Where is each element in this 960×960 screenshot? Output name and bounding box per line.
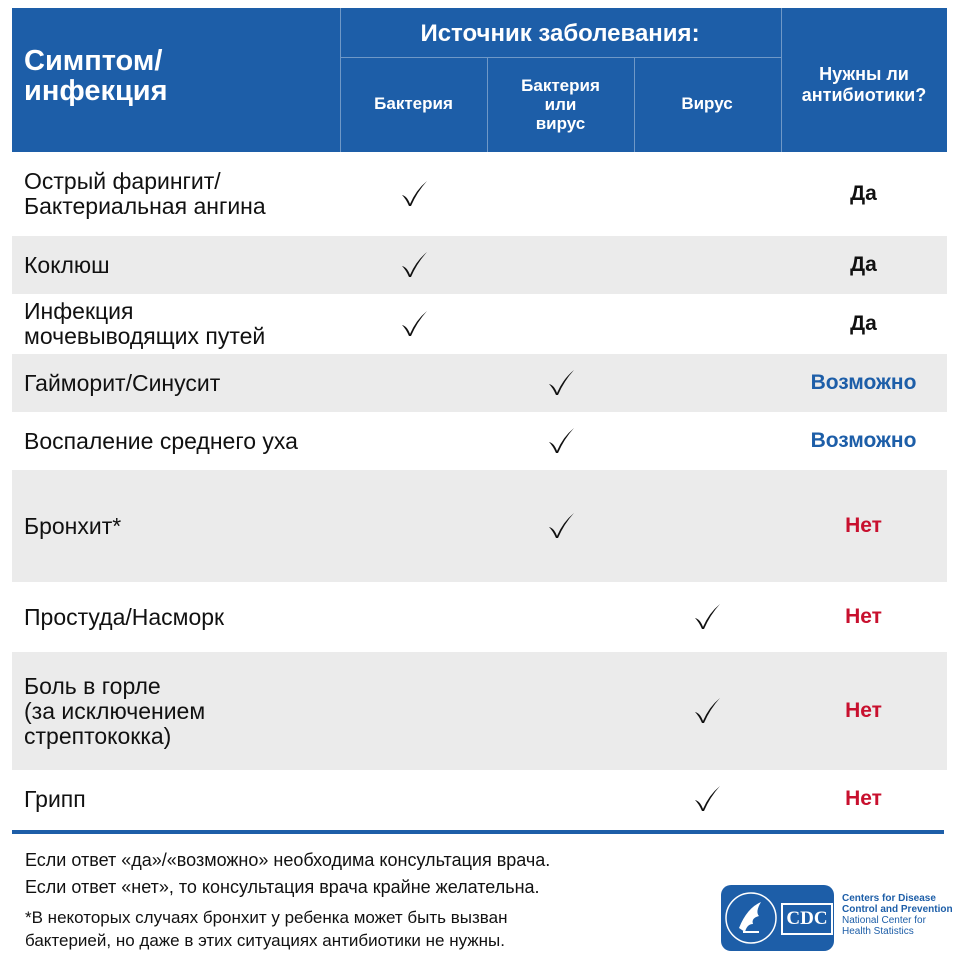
header-divider [487,58,488,152]
header-col-virus: Вирус [681,94,733,113]
header-divider [781,8,782,152]
symptom-label: Инфекция мочевыводящих путей [24,298,266,349]
table-row [12,470,947,582]
header-divider [634,58,635,152]
table-row [12,652,947,770]
antibiotics-answer: Нет [845,787,882,810]
checkmark-icon [546,426,576,456]
antibiotics-answer: Нет [845,514,882,537]
cdc-org-name: Centers for Disease Control and Prevention National Center for Health Statistics [842,893,953,937]
header-divider [340,8,341,152]
footer-line-2: Если ответ «нет», то консультация врача крайне желательна. [25,877,540,897]
eagle-icon [725,888,777,948]
table-row [12,152,947,236]
table-row [12,236,947,294]
table-row [12,294,947,354]
antibiotics-answer: Да [850,182,877,205]
table-row [12,770,947,828]
cdc-logo [721,885,834,951]
antibiotics-answer: Да [850,253,877,276]
antibiotics-answer: Возможно [810,429,917,452]
table-row [12,354,947,412]
footer-divider [12,830,944,834]
table-row [12,582,947,652]
header-divider [340,57,781,58]
table-row [12,412,947,470]
symptom-label: Коклюш [24,251,110,278]
symptom-label: Грипп [24,785,86,812]
symptom-label: Острый фарингит/ Бактериальная ангина [24,168,266,219]
symptom-label: Воспаление среднего уха [24,427,298,454]
header-symptom-title: Симптом/ инфекция [24,45,168,107]
cdc-badge-text: CDC [781,903,833,935]
symptom-label: Боль в горле (за исключением стрептококка) [24,672,206,749]
footnote: *В некоторых случаях бронхит у ребенка может быть вызван бактерией, но даже в этих ситуациях антибиотики не нужны. [25,908,508,950]
checkmark-icon [399,309,429,339]
symptom-label: Простуда/Насморк [24,603,225,630]
checkmark-icon [546,368,576,398]
antibiotics-answer: Нет [845,699,882,722]
symptom-label: Бронхит* [24,512,122,539]
checkmark-icon [692,602,722,632]
header-col-antibiotics: Нужны ли антибиотики? [801,64,927,105]
antibiotics-answer: Нет [845,605,882,628]
header-col-bacteria-or-virus: Бактерия или вирус [521,75,600,133]
checkmark-icon [399,179,429,209]
antibiotics-answer: Возможно [810,371,917,394]
checkmark-icon [399,250,429,280]
symptom-label: Гайморит/Синусит [24,369,221,396]
header-source-title: Источник заболевания: [420,20,700,47]
checkmark-icon [692,696,722,726]
footer-line-1: Если ответ «да»/«возможно» необходима консультация врача. [25,850,551,870]
header-col-bacteria: Бактерия [374,94,453,113]
antibiotics-answer: Да [850,312,877,335]
checkmark-icon [692,784,722,814]
checkmark-icon [546,511,576,541]
